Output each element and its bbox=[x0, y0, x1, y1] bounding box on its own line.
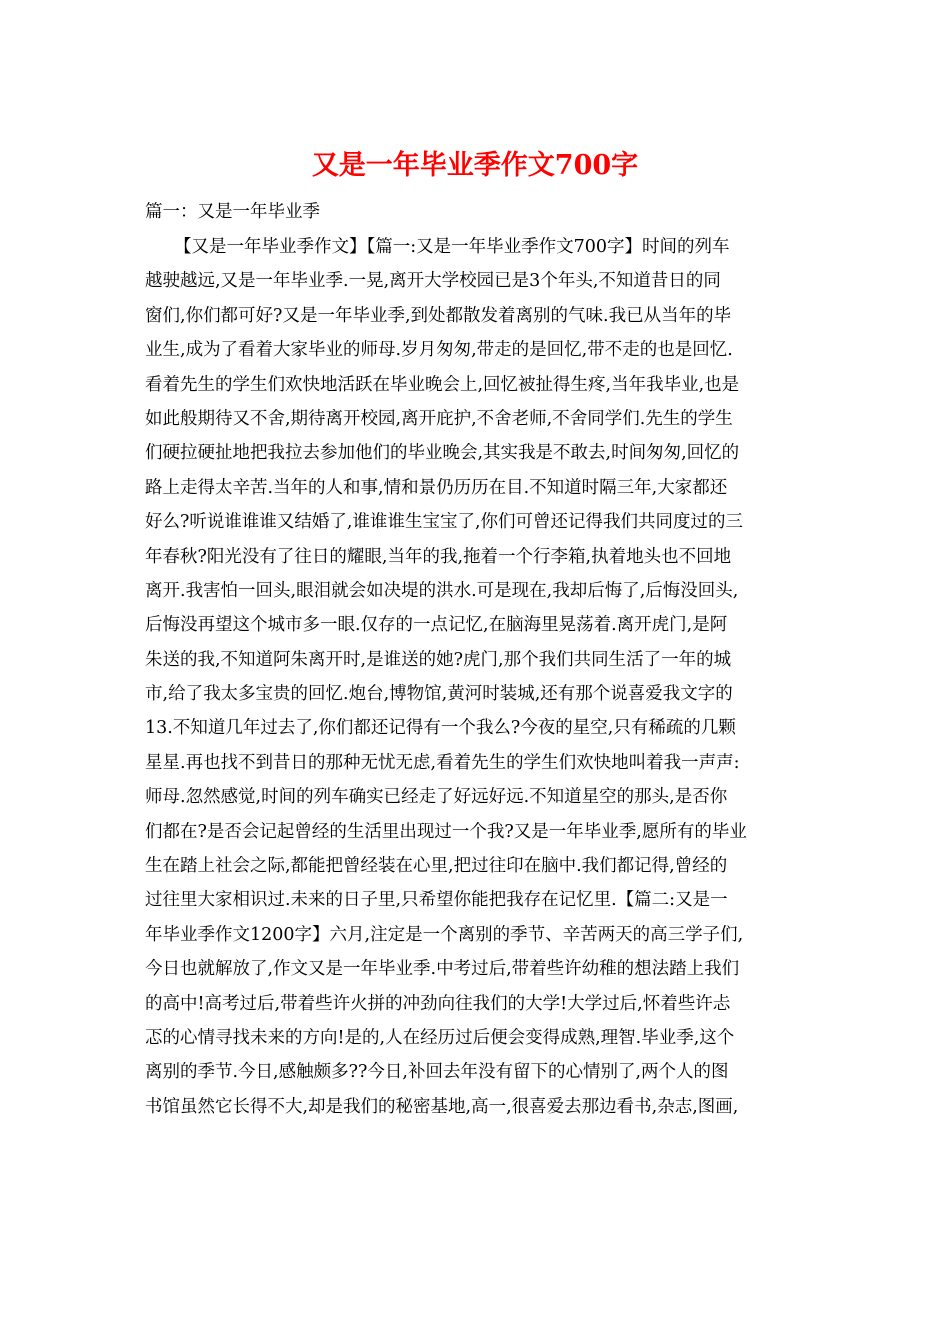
text-line: 的高中!高考过后,带着些许火拼的冲劲向往我们的大学!大学过后,怀着些许忐 bbox=[145, 993, 731, 1014]
text-line: 离开.我害怕一回头,眼泪就会如决堤的洪水.可是现在,我却后悔了,后悔没回头, bbox=[145, 580, 739, 601]
text-line: 过往里大家相识过.未来的日子里,只希望你能把我存在记忆里.【篇二:又是一 bbox=[145, 890, 728, 911]
text-line: 看着先生的学生们欢快地活跃在毕业晚会上,回忆被扯得生疼,当年我毕业,也是 bbox=[145, 374, 740, 395]
text-line: 业生,成为了看着大家毕业的师母.岁月匆匆,带走的是回忆,带不走的也是回忆. bbox=[145, 340, 733, 361]
text-line: 星星.再也找不到昔日的那种无忧无虑,看着先生的学生们欢快地叫着我一声声: bbox=[145, 752, 740, 773]
text-line: 书馆虽然它长得不大,却是我们的秘密基地,高一,很喜爱去那边看书,杂志,图画, bbox=[145, 1096, 739, 1117]
text-line: 【又是一年毕业季作文】【篇一:又是一年毕业季作文700字】时间的列车 bbox=[174, 237, 730, 257]
text-line: 如此般期待又不舍,期待离开校园,离开庇护,不舍老师,不舍同学们.先生的学生 bbox=[145, 408, 733, 429]
text-line: 忑的心情寻找未来的方向!是的,人在经历过后便会变得成熟,理智.毕业季,这个 bbox=[145, 1027, 735, 1048]
text-line: 们都在?是否会记起曾经的生活里出现过一个我?又是一年毕业季,愿所有的毕业 bbox=[145, 821, 747, 842]
text-line: 离别的季节.今日,感触颇多??今日,补回去年没有留下的心情别了,两个人的图 bbox=[145, 1062, 729, 1083]
text-line: 路上走得太辛苦.当年的人和事,情和景仍历历在目.不知道时隔三年,大家都还 bbox=[145, 477, 728, 498]
text-line: 师母.忽然感觉,时间的列车确实已经走了好远好远.不知道星空的那头,是否你 bbox=[145, 787, 728, 808]
text-line: 今日也就解放了,作文又是一年毕业季.中考过后,带着些许幼稚的想法踏上我们 bbox=[145, 959, 740, 980]
section-heading: 篇一：又是一年毕业季 bbox=[145, 202, 320, 222]
text-line: 越驶越远,又是一年毕业季.一晃,离开大学校园已是3个年头,不知道昔日的同 bbox=[145, 271, 721, 292]
text-line: 年毕业季作文1200字】六月,注定是一个离别的季节、辛苦两天的高三学子们, bbox=[145, 924, 744, 945]
text-line: 后悔没再望这个城市多一眼.仅存的一点记忆,在脑海里晃荡着.离开虎门,是阿 bbox=[145, 615, 728, 636]
text-line: 好么?听说谁谁谁又结婚了,谁谁谁生宝宝了,你们可曾还记得我们共同度过的三 bbox=[145, 512, 744, 533]
text-line: 市,给了我太多宝贵的回忆.炮台,博物馆,黄河时装城,还有那个说喜爱我文字的 bbox=[145, 684, 733, 705]
body-text bbox=[145, 230, 813, 1124]
document-title: 又是一年毕业季作文700字 bbox=[311, 150, 639, 181]
text-line: 年春秋?阳光没有了往日的耀眼,当年的我,拖着一个行李箱,执着地头也不回地 bbox=[145, 546, 732, 567]
text-line: 们硬拉硬扯地把我拉去参加他们的毕业晚会,其实我是不敢去,时间匆匆,回忆的 bbox=[145, 443, 740, 464]
text-line: 生在踏上社会之际,都能把曾经装在心里,把过往印在脑中.我们都记得,曾经的 bbox=[145, 856, 728, 877]
text-line: 朱送的我,不知道阿朱离开时,是谁送的她?虎门,那个我们共同生活了一年的城 bbox=[145, 649, 732, 670]
text-line: 13.不知道几年过去了,你们都还记得有一个我么?今夜的星空,只有稀疏的几颗 bbox=[145, 718, 736, 739]
text-line: 窗们,你们都可好?又是一年毕业季,到处都散发着离别的气味.我已从当年的毕 bbox=[145, 305, 732, 326]
